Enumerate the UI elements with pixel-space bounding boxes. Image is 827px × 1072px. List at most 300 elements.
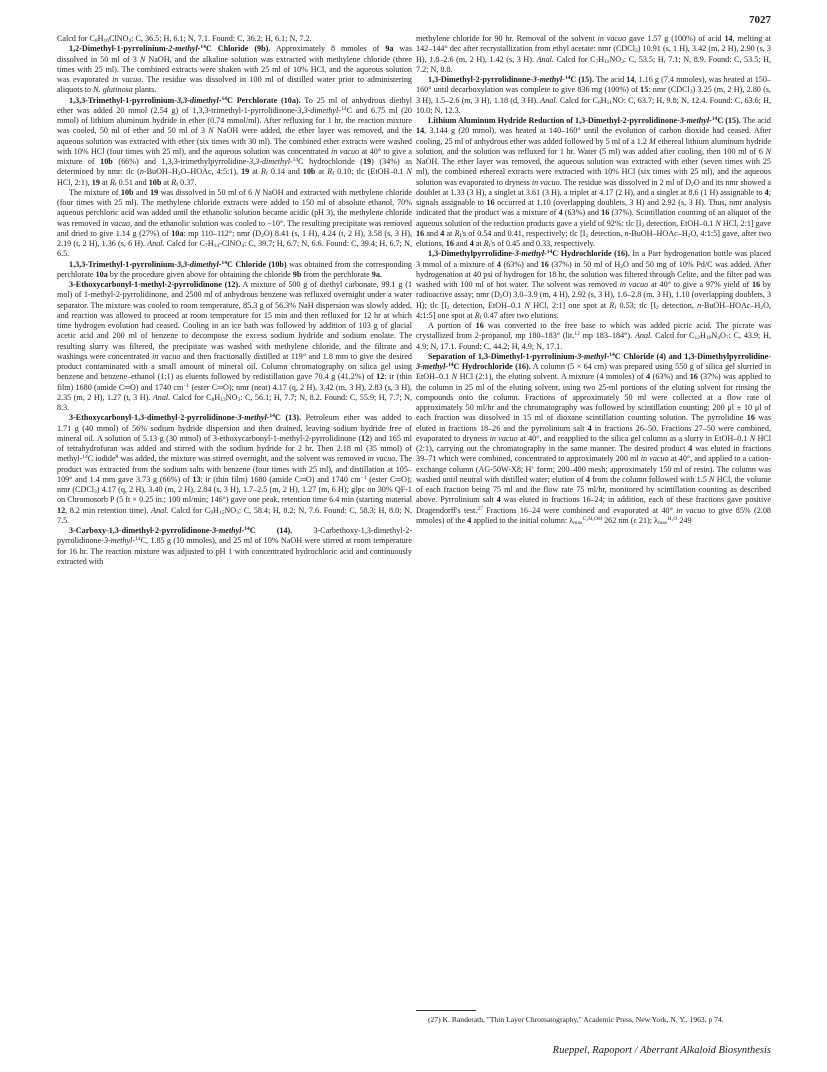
italic-run: Anal. <box>634 331 653 341</box>
heading-run: 4 <box>469 239 474 248</box>
heading-run: 4 <box>496 495 501 505</box>
text-run: : C, 36.5; H, 6.1; N, 7.1. Found: C, 36.2; H, 6.1; N, 7.2. <box>131 34 312 43</box>
superscript: 14 <box>711 116 718 122</box>
paragraph <box>416 352 771 526</box>
subscript: 16 <box>103 38 110 44</box>
text-run: detection, <box>588 228 625 238</box>
text-run: O and its nmr showed a doublet at 1.33 (3 H), a singlet at 3.61 (3 H), a triplet at 4.17 (2 H), and a singlet at 8.6 (1 H) assignable to <box>416 177 771 197</box>
heading-run: 19 <box>91 177 100 187</box>
subscript: 2 <box>656 304 659 311</box>
heading-run: C Hydrochloride (16). <box>552 249 630 259</box>
heading-run: Separation of 1,3-Dimethyl-1-pyrrolinium- <box>428 351 578 361</box>
italic-run: Anal. <box>147 239 165 248</box>
text-run: Calcd for C <box>168 505 211 515</box>
heading-run: 12 <box>57 505 66 515</box>
paragraph <box>57 34 412 44</box>
text-run: was eluted in fractions 18–26 and the pyrrolinium salt <box>416 413 772 433</box>
text-run: . <box>379 269 382 279</box>
text-run: C iodide <box>87 454 116 464</box>
subscript: 4 <box>717 335 720 342</box>
text-run: was eluted in fractions 39–71 which were combined, concentrated to approximately 200 ml <box>416 444 771 464</box>
italic-run: in vacuo <box>152 351 181 361</box>
text-run: NO: C, 63.7; H, 9.8; N, 12.4. Found: C, 63.6; H, 10.0; N, 12.3. <box>416 95 772 115</box>
subscript: 8 <box>94 38 98 44</box>
superscript: 14 <box>340 105 347 112</box>
subscript: 2 <box>261 232 264 239</box>
heading-run: 1,3-Dimethyl-2-pyrrolidinone- <box>428 75 533 84</box>
text-run: O) 8.41 (s, 1 H), 4.24 (t, 2 H), 3.58 (s, 3 H), 2.19 (t, 2 H), 1.36 (s, 6 H). <box>57 228 412 248</box>
subscript: 8 <box>211 396 215 403</box>
heading-italic-run: 3-methyl- <box>212 526 245 535</box>
heading-run: C Chloride (9b). <box>205 44 271 54</box>
subscript: 7 <box>204 243 208 249</box>
italic-run: 3-methyl- <box>103 536 136 546</box>
subscript: 2 <box>691 181 694 188</box>
paragraph <box>57 44 412 95</box>
superscript: C₂H₅OH <box>582 515 603 522</box>
text-run: HCl (2:1), carrying out the chromatography in the same manner. The desired product <box>416 433 771 453</box>
italic-run: in vacuo <box>102 218 131 228</box>
heading-italic-run: 3-methyl- <box>532 75 565 84</box>
heading-run: C (15). <box>570 75 594 84</box>
heading-run: 1,2-Dimethyl-1-pyrrolinium- <box>69 44 169 54</box>
text-run: Petroleum ether was added to 1.71 g (40 mmol) of 56% sodium hydride dispersion and then drained, leaving sodium hydride free of mineral oil. A solution of 5.13 g (30 mmol) of 3-ethoxycarbonyl-1-methyl-2-pyrrolidinone ( <box>57 413 412 443</box>
text-run: NO <box>224 505 237 515</box>
text-run: from the perchlorate <box>301 269 372 279</box>
italic-run: R <box>171 177 177 187</box>
italic-run: M <box>649 136 656 146</box>
subscript: max <box>657 519 668 526</box>
subscript: 9 <box>210 509 213 516</box>
text-run: at <box>315 167 328 177</box>
text-run: (63%) and <box>650 372 690 382</box>
text-run: occurred at 1.10 (overlapping doublets, 3 H) and 2.92 (s, 3 H). Thus, nmr analysis indicated that the product was a mixture of <box>416 198 771 218</box>
superscript: 14 <box>448 362 454 368</box>
text-run: A portion of <box>428 321 476 330</box>
paragraph <box>416 34 771 75</box>
italic-run: in vacuo <box>489 433 518 443</box>
text-run: 0.51 and <box>116 177 149 187</box>
heading-run: 14 <box>724 34 733 43</box>
text-run: NaOH and extracted with methylene chloride (four times with 25 ml). The methylene chloride extracts were added to 150 ml of absolute ethanol, 70% aqueous perchloric acid was added until the ethanolic solution became acidic (pH 3), the methylene chloride was removed <box>57 187 412 228</box>
subscript: 2 <box>585 232 589 239</box>
italic-run: in vacuo <box>640 454 669 464</box>
heading-run: C Hydrochloride (16). <box>453 362 531 371</box>
heading-run: 12 <box>361 433 370 443</box>
subscript: 14 <box>213 243 220 249</box>
italic-run: in vacuo <box>112 75 142 84</box>
superscript: 14 <box>292 157 299 163</box>
text-run: H <box>212 505 219 515</box>
subscript: 4 <box>128 38 132 44</box>
text-run: ClNO <box>109 34 129 43</box>
heading-run: C (15). <box>717 116 741 125</box>
italic-run: R <box>609 300 615 310</box>
page-number: 7027 <box>749 14 771 26</box>
text-run: H <box>699 331 706 341</box>
text-run: and <box>453 239 470 248</box>
text-run: Calcd for C <box>170 392 212 402</box>
heading-italic-run: 3,3-dimethyl- <box>177 259 222 269</box>
heading-run: 10a <box>171 228 184 238</box>
text-run: at <box>473 239 484 248</box>
text-run: and <box>424 228 441 238</box>
text-run: ethereal lithium aluminum hydride solution, and the solution was refluxed for 1 hr. Water (5 ml) was added after cooling, then 100 ml of 6 <box>416 136 771 156</box>
text-run: ; signals assignable to <box>416 187 771 207</box>
text-run: in fractions 26–50. Fractions 27–50 were combined, evaporated to dryness <box>416 423 771 443</box>
text-run: gave 1.57 g (100%) of acid <box>626 34 725 43</box>
superscript: 14 <box>135 536 141 543</box>
subscript: 11 <box>606 99 612 106</box>
heading-run: 4 <box>764 187 769 197</box>
subscript: 3 <box>237 396 241 403</box>
heading-run: C (13). <box>275 413 302 423</box>
text-run: NaOH. The ether layer was removed, the aqueous solution was extracted with ether (seven times with 25 ml), the combined ethereal extracts were extracted with 10% HCl (six times with 25 ml), and the aqueous solution was evaporated to dryness <box>416 157 771 187</box>
heading-run: 4 <box>558 208 563 218</box>
heading-run: 19 <box>362 157 372 166</box>
heading-run: 10b <box>100 157 113 166</box>
text-run: The acid <box>593 75 627 84</box>
subscript: f <box>614 304 617 311</box>
text-run: (37%). Scintillation counting of an aliquot of the aqueous solution of the reduction products gave a yield of 92%: tlc [I <box>416 208 771 228</box>
italic-run: in vacuo <box>367 454 396 464</box>
text-run: (ester C═O); nmr (CDCl <box>57 474 413 494</box>
text-run: O and 50 mg of 10% Pd/C was added. After hydrogenation at 40 psi of hydrogen for 18 hr, the solution was filtered through Celite, and the filter pad was washed with 100 ml of hot water. The solvent was removed <box>416 259 771 289</box>
text-run: (66%) and 1,3,3-trimethylpyrrolidine- <box>112 157 250 166</box>
text-run: 's of 0.54 and 0.41, respectively; tlc [I <box>461 228 586 238</box>
right-column <box>416 34 771 526</box>
text-run: , and the ethanolic solution was cooled to −10°. The resulting precipitate was removed and dried to give 1.14 g (27%) of <box>57 218 412 238</box>
heading-run: 4 <box>585 474 590 484</box>
heading-italic-run: 2-methyl- <box>168 44 201 54</box>
text-run: ) 3.25 (m, 2 H), 2.80 (s, 3 H), 1.5–2.6 (m, 3 H), 1.18 (d, 3 H). <box>416 85 771 105</box>
italic-run: N <box>254 187 260 197</box>
subscript: f <box>176 181 179 188</box>
italic-run: in vacuo <box>676 505 706 515</box>
text-run: at <box>161 177 172 187</box>
text-run: at <box>444 228 455 238</box>
text-run: (37%) in 50 ml of H <box>548 259 621 269</box>
text-run: detection, <box>658 300 698 310</box>
heading-italic-run: 3-methyl- <box>416 362 449 371</box>
text-run: (63%) and <box>500 259 541 269</box>
text-run: -BuOH–HOAc–H <box>701 300 761 310</box>
heading-run: 10b <box>120 187 134 197</box>
heading-run: C (14). <box>249 526 293 535</box>
text-run: detection, EtOH–0.1 <box>644 218 716 228</box>
superscript: 14 <box>546 249 553 256</box>
text-run: : nmr (CDCl <box>648 85 690 95</box>
italic-run: R <box>261 167 267 177</box>
text-run: (63%) and <box>562 208 602 218</box>
italic-run: Anal. <box>151 505 169 515</box>
text-run: H <box>598 54 605 64</box>
text-run: 0.37. <box>178 177 197 187</box>
subscript: 6 <box>598 99 601 106</box>
text-run: Calcd for C <box>557 95 599 105</box>
heading-run: 4 <box>467 515 472 525</box>
subscript: f <box>459 232 462 239</box>
heading-run: C Chloride (4) and 1,3-Dimethylpyrrolidine- <box>614 351 771 361</box>
superscript: 14 <box>221 259 227 266</box>
subscript: 2 <box>446 304 450 311</box>
superscript: 14 <box>609 351 615 358</box>
subscript: 2 <box>620 263 624 270</box>
heading-run: 4 <box>587 423 592 433</box>
text-run: was converted to the free base to which was added picric acid. The picrate was crystallized from 2-propanol, mp 180–183° (lit. <box>416 321 771 341</box>
italic-run: N <box>524 300 530 310</box>
text-run: at <box>99 177 110 187</box>
superscript: 14 <box>564 75 571 81</box>
paragraph <box>416 75 771 116</box>
text-run: HCl, 2:1] one spot at <box>529 300 610 310</box>
text-run: was dissolved in 50 ml of 3 <box>57 44 412 64</box>
text-run: was obtained from the corresponding perchlorate <box>57 259 412 279</box>
text-run: NaOH were added, the ether layer was removed, and the aqueous solution was extracted with ether (six times with 30 ml). The combined ether extracts were washed with 10% HCl (four times with 25 ml), and the aqueous solution was concentrated <box>57 126 412 156</box>
paragraph <box>416 321 771 352</box>
text-run: O) 3.0–3.9 (m, 4 H), 2.92 (s, 3 H), 1.6–2.8 (m, 3 H), 1.10 (overlapping doublets, 3 H); tlc [I <box>416 290 772 310</box>
superscript: 14 <box>221 95 227 102</box>
text-run: : C, 39.7; H, 6.7; N, 6.6. Found: C, 39.4; H, 6.7; N, 6.5. <box>57 239 412 259</box>
paragraph <box>57 260 412 281</box>
text-run: . The product was extracted from the sodium salts with benzene (four times with 25 ml), and distillation at 105–109° and 1.4 mm gave 3.73 g (66%) of <box>57 454 412 484</box>
text-run: (27) K. Randerath, "Thin Layer Chromatography," Academic Press, New York, N. Y., 1963, p 74. <box>428 1015 724 1024</box>
superscript: 27 <box>477 505 483 512</box>
text-run: at <box>249 167 262 177</box>
text-run: A column (5 × 64 cm) was prepared using 550 g of silica gel slurried in EtOH–0.1 <box>416 362 772 382</box>
text-run: by radioactive assay; nmr (D <box>416 280 772 300</box>
text-run: , 1.16 g (7.4 mmoles), was heated at 150–160° until decarboxylation was complete to give 836 mg (100%) of <box>416 75 771 95</box>
italic-run: R <box>454 228 460 238</box>
italic-run: N <box>406 167 412 177</box>
italic-run: R <box>327 167 333 177</box>
text-run: mp 183–184°). <box>579 331 635 341</box>
text-run: . The residue was dissolved in 100 ml of distilled water prior to administering aliquots to <box>57 75 412 95</box>
italic-run: n <box>139 167 144 177</box>
subscript: 15 <box>218 509 225 516</box>
text-run: -BuOH–HOAc–H <box>628 228 688 238</box>
text-run: , 3.144 g (20 mmol), was heated at 140–160° until the evolution of carbon dioxide had ceased. After cooling, 25 ml of anhydrous ether was added followed by 5 ml of a 1.2 <box>416 126 771 146</box>
heading-run: 9a <box>371 269 380 279</box>
text-run: plants. <box>132 85 157 95</box>
paragraph <box>57 413 412 526</box>
heading-run: 16 <box>601 208 610 218</box>
heading-italic-run: 3,3-dimethyl- <box>177 95 222 105</box>
text-run: : ir (thin film) 1680 (amide C═O) and 1740 cm <box>57 372 412 392</box>
italic-run: N <box>451 372 458 382</box>
text-run: (ester C═O); nmr (neat) 4.17 (q, 2 H), 3.42 (m, 3 H), 2.83 (s, 3 H), 2.35 (m, 2 H), 1.27 (t, 3 H). <box>57 382 412 402</box>
subscript: 2 <box>760 304 764 311</box>
text-run: : C, 43.9; H, 4.9; N, 17.1. Found: C, 44.2; H, 4.9; N, 17.1. <box>416 331 771 351</box>
text-run: ) 4.17 (q, 2 H), 3.40 (m, 2 H), 2.84 (s, 3 H), 1.7–2.5 (m, 2 H), 1.27 (m, 6 H); glpc on 30% QF-1 on Chromosorb P (5 ft × 0.25 in.; 100 ml/min; 146°) gave one peak, retention time 6.4 min (starting material <box>57 485 412 505</box>
text-run: : C, 58.4; H, 8.2; N, 7.6. Found: C, 58.3; H, 8.0; N, 7.5. <box>57 505 412 525</box>
heading-run: 12 <box>376 372 385 382</box>
heading-run: 4 <box>688 444 693 453</box>
text-run: Calcd for C <box>553 54 596 64</box>
subscript: 12 <box>694 335 700 342</box>
heading-run: 4 <box>496 259 501 269</box>
text-run: 249 <box>677 515 692 525</box>
subscript: f <box>332 171 335 178</box>
subscript: max <box>573 519 583 526</box>
text-run: : mp 110–112°; nmr (D <box>183 228 262 238</box>
heading-run: 14 <box>626 75 635 84</box>
italic-run: N. glutinosa <box>93 85 133 95</box>
heading-run: Lithium Aluminum Hydride Reduction of 1,3-Dimethyl-2-pyrrolidinone- <box>428 116 680 125</box>
italic-run: n <box>697 300 702 310</box>
subscript: f <box>114 181 117 188</box>
superscript: + <box>531 464 535 471</box>
heading-italic-run: 3-methyl- <box>577 351 610 361</box>
text-run: H <box>600 95 607 105</box>
left-column <box>57 34 412 567</box>
text-run: -ClNO <box>219 239 242 248</box>
heading-run: 3-Ethoxycarbonyl-1,3-dimethyl-2-pyrrolidinone- <box>69 413 238 423</box>
subscript: 3 <box>236 509 239 516</box>
text-run: The mixture of <box>69 187 121 197</box>
heading-run: 19 <box>241 167 250 177</box>
text-run: HCl, the volume of each fraction being 75 ml and the flow rate 75 ml/hr, monitored by scintillation counting as described above. Pyrrolinium salt <box>416 474 772 505</box>
heading-run: 9a <box>385 44 394 54</box>
heading-run: 16 <box>540 259 549 269</box>
text-run: HCl, 2:1), <box>57 177 92 187</box>
text-run: to give 85% (2.08 mmoles) of the <box>416 505 771 525</box>
heading-run: 10a <box>95 269 108 279</box>
text-run: ) 10.91 (s, 1 H), 3.42 (m, 2 H), 2.90 (s, 3 H), 1.8–2.6 (m, 2 H), 1.42 (s, 3 H). <box>416 44 771 64</box>
paragraph <box>57 526 412 567</box>
heading-run: 19 <box>150 187 159 197</box>
text-run: Calcd for C <box>652 331 695 341</box>
subscript: 2 <box>687 232 691 239</box>
text-run: The acid <box>740 116 771 125</box>
text-run: . The residue was dissolved in 2 ml of D <box>559 177 692 187</box>
superscript: 8 <box>115 454 119 461</box>
text-run: 0.10; tlc (EtOH–0.1 <box>334 167 407 177</box>
italic-run: in vacuo <box>619 280 649 289</box>
text-run: at 40° to give a mixture of <box>57 146 413 166</box>
text-run: , 8.2 min retention time). <box>65 505 152 515</box>
paragraph <box>416 249 771 321</box>
subscript: 7 <box>725 335 729 342</box>
superscript: −1 <box>360 474 367 481</box>
heading-run: 3-Carboxy-1,3-dimethyl-2-pyrrolidinone- <box>69 526 213 535</box>
text-run: H <box>207 239 214 248</box>
paragraph <box>57 96 412 188</box>
heading-italic-run: 3-methyl- <box>514 249 547 259</box>
italic-run: R <box>483 239 489 248</box>
subscript: 3 <box>94 489 97 495</box>
subscript: 16 <box>705 335 712 342</box>
text-run: N <box>711 331 718 341</box>
text-run: A mixture of 500 g of diethyl carbonate, 99.1 g (1 mol) of 1-methyl-2-pyrrolidinone, and 2500 ml of anhydrous benzene was refluxed overnight under a water separator. The mixture was cooled to room temperature, 85.3 g of 56.3% NaH dispersion was slowly added, and reaction was allowed to proceed at room temperature for 15 min and then refluxed for 12 hr at which time hydrogen evolution had ceased. Cooling in an ice bath was followed by addition of 103 g of glacial acetic acid and 200 ml of benzene to decompose the excess sodium hydride and sodium enolate. The resulting slurry was filtered, the precipitate was washed with methylene chloride, and the filtrate and washings were concentrated <box>57 280 413 361</box>
heading-run: 4 <box>440 228 445 238</box>
heading-run: 4 <box>646 372 651 382</box>
superscript: 12 <box>574 331 580 338</box>
text-run: form; 200–400 mesh; approximately 150 ml of resin). The column was washed until neutral with distilled water; elution of <box>416 464 771 484</box>
superscript: 14 <box>200 44 206 51</box>
paragraph <box>57 280 412 413</box>
subscript: 2 <box>641 222 645 229</box>
heading-run: 16 <box>475 321 484 330</box>
paragraph <box>416 116 771 249</box>
text-run: and <box>133 187 151 197</box>
text-run: was added, the mixture was stirred overnight, and the solvent was removed <box>118 454 368 464</box>
text-run: was dissolved in 50 ml of 6 <box>158 187 255 197</box>
superscript: H₂O <box>667 515 678 522</box>
italic-run: in vacuo <box>531 177 560 187</box>
subscript: 3 <box>621 58 624 65</box>
text-run: Calcd for C <box>57 34 95 43</box>
text-run: (37%) was applied to the column in 25 ml of the eluting solvent, using two 25-ml portions of the eluting solvent for rinsing the compounds onto the column. Fractions of approximately 50 ml were collected at a flow rate of approximately 50 ml/hr and the chromatography was followed by scintillation counting; 200 μl ± 10 μl of each fraction was dissolved in 15 ml of dioxane scintillation counting solution. The pyrrolidine <box>416 372 771 423</box>
heading-run: 10b <box>148 177 162 187</box>
text-run: C hydrochloride ( <box>298 157 363 166</box>
footnote-rule <box>416 1010 476 1011</box>
text-run: ) (34%) as determined by nmr: tlc ( <box>57 157 413 177</box>
text-run: 262 nm (ε 21); λ <box>602 515 658 525</box>
superscript: 14 <box>269 413 275 420</box>
text-run: at 40° to give a 97% yield of <box>648 280 752 289</box>
heading-run: C Perchlorate (10a). <box>227 95 301 105</box>
heading-run: 16 <box>752 280 761 289</box>
text-run: O <box>719 331 726 341</box>
text-run: Fractions 16–24 were combined and evaporated at 40° <box>482 505 677 515</box>
text-run: methylene chloride for 90 hr. Removal of the solvent <box>416 34 598 43</box>
italic-run: N <box>709 474 715 484</box>
subscript: 4 <box>241 243 244 249</box>
italic-run: in vacuo <box>597 34 627 43</box>
text-run: : C, 53.5; H, 7.1; N, 8.9. Found: C, 53.5; H, 7.2; N, 8.8. <box>416 54 771 74</box>
text-run: by the procedure given above for obtaining the chloride <box>107 269 293 279</box>
text-run: : C, 56.1; H, 7.7; N, 8.2. Found: C, 55.9; H, 7.7; N, 8.3. <box>57 392 412 412</box>
superscript: 14 <box>82 454 88 461</box>
heading-run: 14 <box>416 126 425 136</box>
heading-run: 13 <box>192 474 201 484</box>
heading-run: 10b <box>302 167 316 177</box>
text-run: 3-Carbethoxy-1,3-dimethyl-2-pyrrolidinone- <box>57 526 413 546</box>
text-run: H <box>214 392 221 402</box>
footnote <box>416 1015 771 1024</box>
text-run: NO <box>609 54 622 64</box>
heading-run: 16 <box>746 413 755 423</box>
text-run: at 40°, and applied to a cation-exchange column (AG-50W-X8; H <box>416 454 771 474</box>
italic-run: 3,3-dimethyl- <box>249 157 293 166</box>
text-run: To 25 ml of anhydrous diethyl ether was added 20 mmol (2.54 g) of 1,3,3-trimethyl-1-pyrrolidinone- <box>57 95 413 115</box>
text-run: Approximately 8 mmoles of <box>270 44 386 54</box>
text-run: C and 6.75 ml (20 mmol) of lithium aluminum hydride in ether (0.74 mmol/ml). After refluxing for 1 hr, the reaction mixture was cooled, 50 ml of ether and 50 ml of 3 <box>57 105 412 136</box>
subscript: 2 <box>177 171 181 178</box>
running-footer: Rueppel, Rapoport / Aberrant Alkaloid Biosynthesis <box>552 1045 771 1056</box>
text-run: 0.14 and <box>267 167 303 177</box>
italic-run: n <box>624 228 629 238</box>
subscript: 7 <box>595 58 599 65</box>
paragraph <box>57 188 412 260</box>
italic-run: R <box>109 177 115 187</box>
subscript: 3 <box>689 89 693 96</box>
text-run: O, 4:1:5] gave, after two elutions, <box>416 228 772 248</box>
text-run: , melting at 142–144° dec after recrystallization from ethyl acetate: nmr (CDCl <box>416 34 771 54</box>
heading-run: 16 <box>486 198 495 207</box>
italic-run: in vacuo <box>331 146 360 156</box>
italic-run: Anal. <box>536 54 554 64</box>
text-run: from the column followed with 1.5 <box>589 474 710 484</box>
italic-run: 3,3-dimethyl- <box>297 105 341 115</box>
heading-run: 15 <box>640 85 649 95</box>
italic-run: Anal. <box>152 392 171 402</box>
subscript: f <box>266 171 268 178</box>
heading-run: 16 <box>445 239 454 248</box>
text-run: and then fractionally distilled at 119° and 1.8 mm to give the desired product contaminated with a small amount of mineral oil. Column chromatography on silica gel using benzene and benzene–ethanol (1:1) as eluents followed by redistillation gave 70.4 g (41.2%) of <box>57 351 412 382</box>
subscript: 13 <box>220 396 226 403</box>
